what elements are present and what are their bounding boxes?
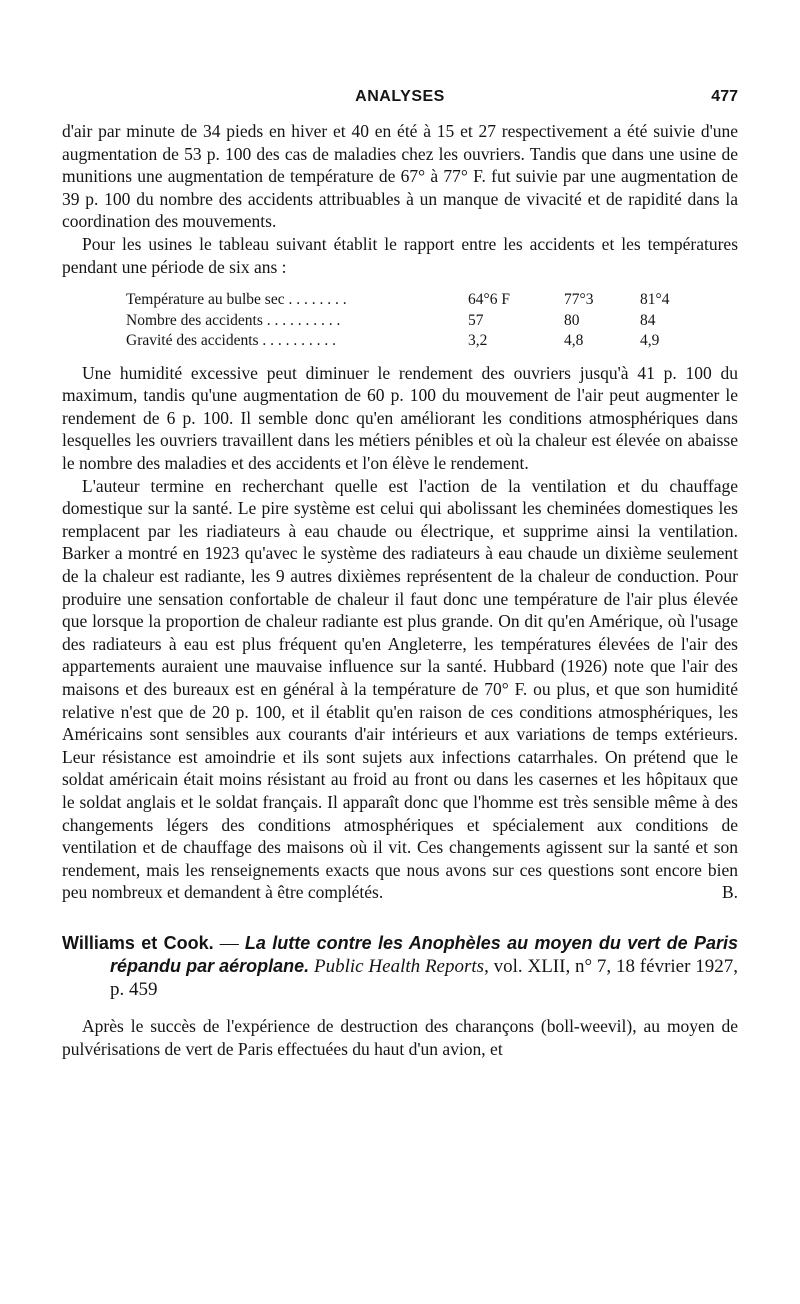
accidents-temperature-table [126, 290, 690, 352]
page-header [62, 88, 738, 118]
citation-title: La lutte contre les Anophèles au moyen du vert de Paris répandu par aéroplane. [110, 932, 739, 976]
paragraph-4 [62, 475, 738, 904]
table-cell: 80 [564, 311, 580, 329]
table-row-label: Température au bulbe sec . . . . . . . . [126, 291, 347, 309]
citation-authors: Williams et Cook. [62, 932, 214, 953]
table-row [126, 290, 690, 311]
citation-details: , vol. XLII, n° 7, 18 février 1927, p. 459 [110, 955, 738, 1000]
table-row [126, 331, 690, 352]
table-row [126, 311, 690, 332]
citation-dash: — [213, 932, 245, 954]
table-cell: 4,9 [640, 332, 660, 350]
table-cell: 77°3 [564, 291, 594, 309]
paragraph-4-text: L'auteur termine en recherchant quelle est l'action de la ventilation et du chauffage domestique sur la santé. Le pire système est celui qui abolissant les cheminées domestiques les remplacent par les riadiateurs à eau chaude ou électrique, et supprime ainsi la ventilation. Barker a montré en 1923 qu'avec le système des radiateurs à eau chaude un dixième seulement de la chaleur est radiante, les 9 autres dixièmes représentent de la chaleur de conduction. Pour produire une sensation confortable de chaleur il faut donc une température de l'air plus élevée que lorsque la proportion de chaleur radiante est plus grande. On dit qu'en Amérique, où l'usage des radiateurs à eau est plus fréquent qu'en Angleterre, les températures élevées de l'air des appartements auraient une mauvaise influence sur la santé. Hubbard (1926) note que l'air des maisons et des bureaux est en général à la température de 70° F. ou plus, et que son humidité relative n'est que de 20 p. 100, et il établit qu'en raison de ces conditions atmosphériques, les Américains sont sensibles aux courants d'air intérieurs et aux variations de temps extérieurs. Leur résistance est amoindrie et ils sont sujets aux infections catarrhales. On prétend que le soldat américain était moins résistant au froid au front ou dans les casernes et les hôpitaux que le soldat anglais et le soldat français. Il apparaît donc que l'homme est très sensible même à des changements légers des conditions atmosphériques et spécialement aux conditions de ventilation et de chauffage des maisons où il vit. Ces changements agissent sur la santé et son rendement, mais les renseignements exacts que nous avons sur ces questions sont encore bien peu nombreux et demandent à être complétés. [62, 475, 738, 903]
citation-heading [62, 932, 738, 1001]
page-number: 477 [711, 88, 738, 105]
table-cell: 84 [640, 311, 656, 329]
paragraph-2: Pour les usines le tableau suivant établit le rapport entre les accidents et les températures pendant une période de six ans : [62, 233, 738, 277]
table-cell: 3,2 [468, 332, 488, 350]
table-row-label: Gravité des accidents . . . . . . . . . . [126, 332, 337, 350]
table-cell: 64°6 F [468, 291, 510, 309]
paragraph-1: d'air par minute de 34 pieds en hiver et 40 en été à 15 et 27 respectivement a été suivie d'une augmentation de 53 p. 100 des cas de maladies chez les ouvriers. Tandis que dans une usine de munitions une augmentation de température de 67° à 77° F. fut suivie par une augmentation de 39 p. 100 du nombre des accidents attribuables à un manque de vivacité et de rapidité dans la coordination des mouvements. [62, 121, 738, 232]
page [62, 88, 738, 1060]
table-cell: 57 [468, 311, 484, 329]
running-title: ANALYSES [355, 88, 445, 105]
citation-journal: Public Health Reports [314, 955, 485, 977]
paragraph-5: Après le succès de l'expérience de destruction des charançons (boll-weevil), au moyen de pulvérisations de vert de Paris effectuées du haut d'un avion, et [62, 1015, 738, 1059]
paragraph-3: Une humidité excessive peut diminuer le rendement des ouvriers jusqu'à 41 p. 100 du maximum, tandis qu'une augmentation de 60 p. 100 du mouvement de l'air peut augmenter le rendement de 6 p. 100. Il semble donc qu'en améliorant les conditions atmosphériques dans lesquelles les ouvriers travaillent dans les métiers pénibles et où la chaleur est élevée on abaisse le nombre des maladies et des accidents et l'on élève le rendement. [62, 362, 738, 474]
table-cell: 81°4 [640, 291, 670, 309]
table-row-label: Nombre des accidents . . . . . . . . . . [126, 311, 341, 329]
table-cell: 4,8 [564, 332, 584, 350]
reviewer-initial: B. [721, 882, 738, 903]
